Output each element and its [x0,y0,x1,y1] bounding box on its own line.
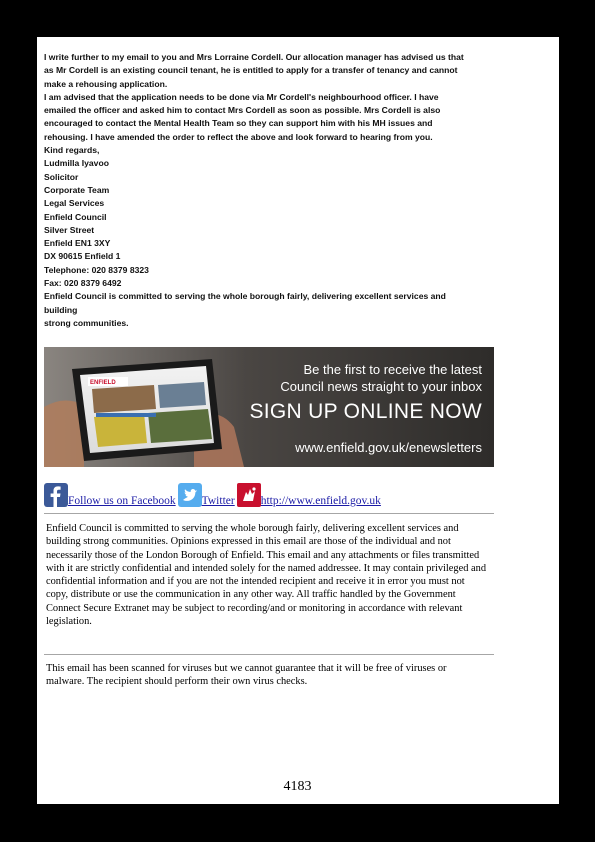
newsletter-banner[interactable] [44,347,494,467]
signature-phone: Telephone: 020 8379 8323 [44,264,149,275]
disclaimer-text: Enfield Council is committed to serving the whole borough fairly, delivering excellent services and building strong communities. Opinions expressed in this email are those of the individual and not necessarily those of the London Borough of Enfield. This email and any attachments or files transmitted with it are strictly confidential and intended solely for the named addressee. It may contain privileged and confidential information and if you are not the intended recipient and receive it in error you must not copy, distribute or use the communication in any other way. All traffic handled by the Government Connect Secure Extranet may be subject to recording/and or monitoring in accordance with relevant legislation. [46,523,487,628]
signature-line: Kind regards, [44,145,100,156]
divider [44,513,494,514]
twitter-link[interactable]: Twitter [201,495,235,507]
banner-cta: SIGN UP ONLINE NOW [249,400,482,423]
signature-line: Enfield Council [44,211,107,222]
signature-name: Ludmilla Iyavoo [44,158,109,169]
signature-line: Enfield EN1 3XY [44,238,111,249]
tablet-logo: ENFIELD [90,380,116,386]
email-body [44,51,470,330]
email-footer: strong communities. [44,317,129,328]
banner-headline-2: Council news straight to your inbox [280,379,482,394]
facebook-icon[interactable] [44,483,68,507]
email-paragraph: I am advised that the application needs to be done via Mr Cordell's neighbourhood officer. I have emailed the officer and asked him to contact Mrs Cordell as soon as possible. Mrs Cordell is also encouraged to contact the Mental Health Team so they can support him with his MH issues and rehousing. I have amended the order to reflect the above and look forward to hearing from you. [44,91,441,142]
banner-headline-1: Be the first to receive the latest [303,362,482,377]
tablet-image [72,359,222,461]
signature-line: Solicitor [44,171,79,182]
signature-fax: Fax: 020 8379 6492 [44,278,122,289]
virus-notice: This email has been scanned for viruses but we cannot guarantee that it will be free of viruses or malware. The recipient should perform their own virus checks. [46,663,447,688]
social-links [44,481,381,507]
email-footer: Enfield Council is committed to serving the whole borough fairly, delivering excellent services and building [44,291,446,315]
signature-line: Legal Services [44,198,105,209]
page-number: 4183 [283,779,312,794]
divider [44,654,494,655]
facebook-link[interactable]: Follow us on Facebook [68,495,176,507]
signature-line: Corporate Team [44,184,110,195]
email-paragraph: I write further to my email to you and Mrs Lorraine Cordell. Our allocation manager has advised us that as Mr Cordell is an existing council tenant, he is entitled to apply for a transfer of tenancy and cannot make a rehousing application. [44,52,464,89]
banner-url: www.enfield.gov.uk/enewsletters [295,440,482,455]
twitter-icon[interactable] [178,483,202,507]
website-link[interactable]: http://www.enfield.gov.uk [260,495,381,507]
enfield-logo-icon[interactable] [237,483,261,507]
signature-line: Silver Street [44,224,95,235]
signature-line: DX 90615 Enfield 1 [44,251,121,262]
